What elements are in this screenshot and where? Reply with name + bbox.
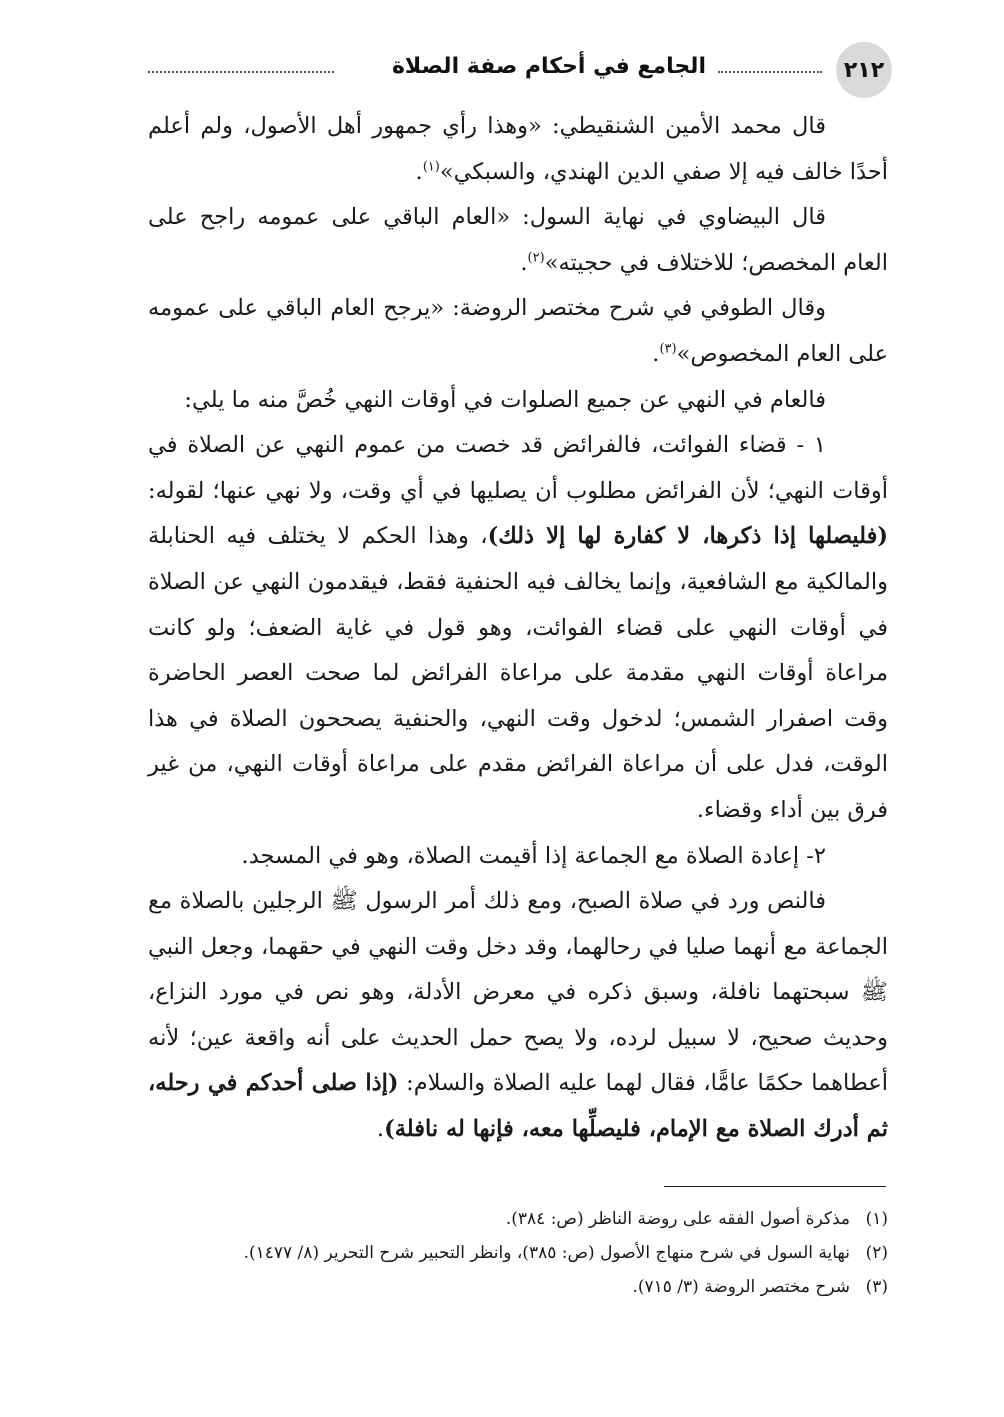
paragraph-tufi-quote: وقال الطوفي في شرح مختصر الروضة: «يرجح العام الباقي على عمومه على العام المخصوص»$^{(٣)}$. [148, 295, 888, 367]
paragraph-exceptions-intro: فالعام في النهي عن جميع الصلوات في أوقات النهي خُصَّ منه ما يلي: [184, 386, 826, 413]
paragraph-baydawi-quote: قال البيضاوي في نهاية السول: «العام الباقي على عمومه راجح على العام المخصص؛ للاختلاف في حجيته»$^{(٢)}$. [148, 204, 888, 276]
running-header [140, 42, 892, 98]
book-title: الجامع في أحكام صفة الصلاة [391, 54, 706, 79]
footnote-ref: (٢) [527, 250, 545, 266]
footnote-2: (٢)نهاية السول في شرح منهاج الأصول (ص: ٣٨٥)، وانظر التحبير شرح التحرير (٨/ ١٤٧٧). [243, 1243, 888, 1263]
header-dotted-leader-left [148, 71, 334, 73]
paragraph-item-2: ٢- إعادة الصلاة مع الجماعة إذا أقيمت الصلاة، وهو في المسجد. [241, 842, 826, 869]
footnote-3: (٣)شرح مختصر الروضة (٣/ ٧١٥). [632, 1277, 888, 1297]
hadith-quote: (فليصلها إذا ذكرها، لا كفارة لها إلا ذلك) [487, 523, 888, 550]
paragraph-item-2-detail: فالنص ورد في صلاة الصبح، ومع ذلك أمر الرسول ﷺ الرجلين بالصلاة مع الجماعة مع أنهما صليا في رحالهما، وقد دخل وقت النهي في حقهما، وجعل النبي ﷺ سبحتهما نافلة، وسبق ذكره في معرض الأدلة، وهو نص في مورد النزاع، وحديث صحيح، لا سبيل لرده، ولا يصح حمل الحديث على أنه واقعة عين؛ لأنه أعطاهما حكمًا عامًّا، فقال لهما عليه الصلاة والسلام: (إذا صلى أحدكم في رحله، ثم أدرك الصلاة مع الإمام، فليصلِّها معه، فإنها له نافلة). [148, 888, 889, 1143]
paragraph-item-1: ١ - قضاء الفوائت، فالفرائض قد خصت من عموم النهي عن الصلاة في أوقات النهي؛ لأن الفرائض مطلوب أن يصليها في أي وقت، ولا نهي عنها؛ لقوله: (فليصلها إذا ذكرها، لا كفارة لها إلا ذلك)، وهذا الحكم لا يختلف فيه الحنابلة والمالكية مع الشافعية، وإنما يخالف فيه الحنفية فقط، فيقدمون النهي عن الصلاة في أوقات النهي على قضاء الفوائت، وهو قول في غاية الضعف؛ ولو كانت مراعاة أوقات النهي مقدمة على مراعاة الفرائض لما صحت العصر الحاضرة وقت اصفرار الشمس؛ لدخول وقت النهي، والحنفية يصححون الصلاة في هذا الوقت، فدل على أن مراعاة الفرائض مقدم على مراعاة أوقات النهي، من غير فرق بين أداء وقضاء. [148, 432, 888, 823]
footnotes [140, 1202, 888, 1304]
footnote-ref: (٣) [659, 341, 677, 357]
footnote-1: (١)مذكرة أصول الفقه على روضة الناظر (ص: ٣٨٤). [505, 1209, 888, 1229]
main-text [148, 104, 888, 1153]
paragraph-shinqiti-quote: قال محمد الأمين الشنقيطي: «وهذا رأي جمهور أهل الأصول، ولم أعلم أحدًا خالف فيه إلا صفي الدين الهندي، والسبكي»$^{(١)}$. [148, 113, 888, 185]
footnote-ref: (١) [422, 159, 440, 175]
page-number-badge: ٢١٢ [836, 42, 892, 98]
hadith-quote: (إذا صلى أحدكم في رحله، ثم أدرك الصلاة مع الإمام، فليصلِّها معه، فإنها له نافلة) [148, 1070, 888, 1143]
footnote-separator [664, 1186, 886, 1187]
header-dotted-leader-right [718, 71, 822, 73]
